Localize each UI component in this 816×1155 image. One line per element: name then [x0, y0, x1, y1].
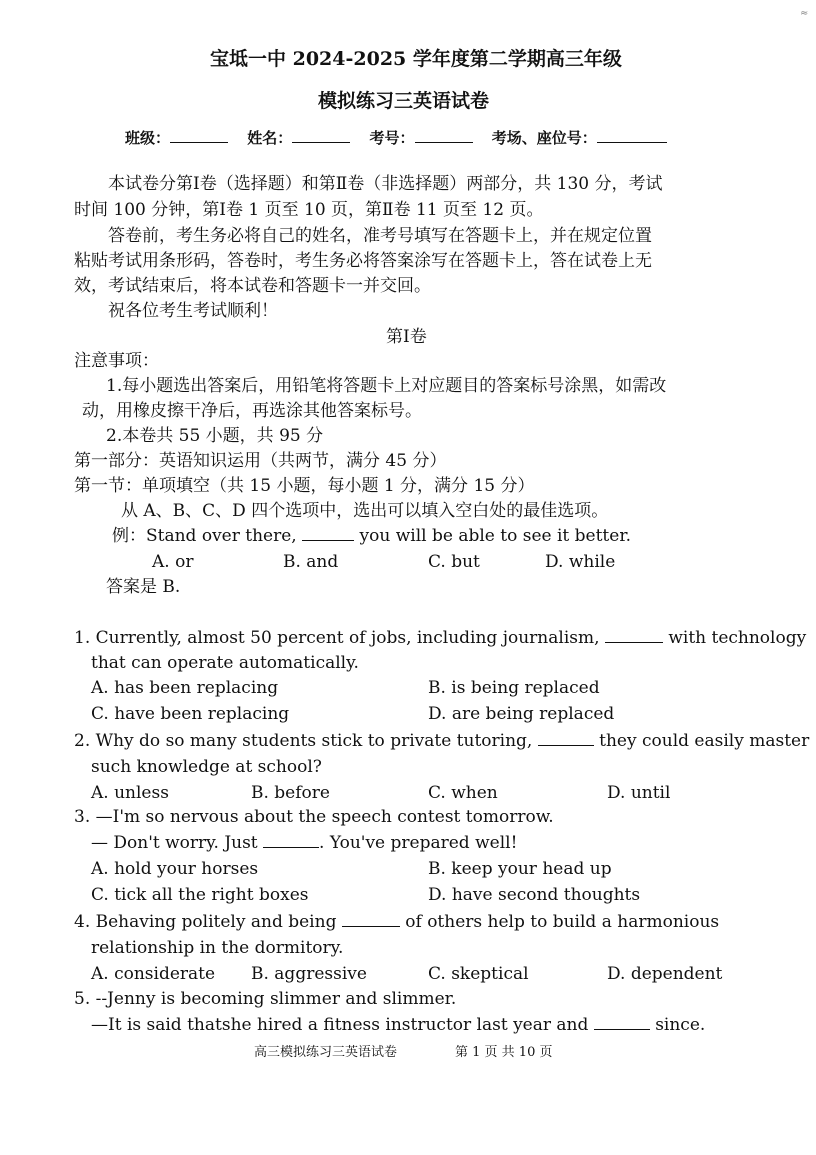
question-4-option-a: A. considerate [91, 964, 216, 984]
question-1-option-c: C. have been replacing [91, 704, 290, 724]
question-3-line2: — Don't worry. Just . You've prepared well! [91, 833, 518, 853]
example-stem: 例：Stand over there, you will be able to see it better. [112, 526, 631, 546]
example-option-b: B. and [283, 552, 339, 572]
intro-p2-line2: 粘贴考试用条形码，答卷时，考生务必将答案涂写在答题卡上，答在试卷上无 [74, 251, 652, 271]
intro-p2-line1: 答卷前，考生务必将自己的姓名，准考号填写在答题卡上，并在规定位置 [108, 226, 652, 246]
seat-field[interactable] [597, 126, 667, 143]
intro-p1-line2: 时间 100 分钟，第Ⅰ卷 1 页至 10 页，第Ⅱ卷 11 页至 12 页。 [74, 200, 544, 220]
note1-line1: 1.每小题选出答案后，用铅笔将答题卡上对应题目的答案标号涂黑，如需改 [106, 376, 667, 396]
exam-subtitle: 模拟练习三英语试卷 [318, 90, 490, 112]
volume-title: 第Ⅰ卷 [386, 327, 427, 347]
question-3-option-a: A. hold your horses [91, 859, 259, 879]
footer-page-number: 第 1 页 共 10 页 [455, 1045, 553, 1060]
class-label: 班级： [125, 129, 171, 147]
question-5-line2: —It is said thatshe hired a fitness instructor last year and since. [91, 1015, 706, 1035]
corner-mark: ≈ [800, 8, 809, 19]
question-2-line1: 2. Why do so many students stick to private tutoring, they could easily master [74, 731, 810, 751]
exam-title: 宝坻一中 2024-2025 学年度第二学期高三年级 [210, 48, 622, 70]
question-4-option-c: C. skeptical [428, 964, 529, 984]
question-3-option-c: C. tick all the right boxes [91, 885, 309, 905]
question-4-line1: 4. Behaving politely and being of others help to build a harmonious [74, 912, 720, 932]
instruction: 从 A、B、C、D 四个选项中，选出可以填入空白处的最佳选项。 [121, 501, 609, 521]
question-4-option-b: B. aggressive [251, 964, 367, 984]
example-option-d: D. while [545, 552, 616, 572]
question-1-option-d: D. are being replaced [428, 704, 615, 724]
question-3-option-b: B. keep your head up [428, 859, 612, 879]
note1-line2: 动，用橡皮擦干净后，再选涂其他答案标号。 [82, 401, 422, 421]
question-2-option-a: A. unless [91, 783, 169, 803]
number-label: 考号： [369, 129, 415, 147]
example-answer: 答案是 B. [106, 577, 181, 597]
class-field[interactable] [170, 126, 228, 143]
number-field[interactable] [415, 126, 473, 143]
question-5-blank [594, 1013, 650, 1030]
question-4-line2: relationship in the dormitory. [91, 938, 344, 958]
seat-label: 考场、座位号： [491, 129, 597, 147]
sec1-heading: 第一节：单项填空（共 15 小题，每小题 1 分，满分 15 分） [74, 476, 535, 496]
notes-title: 注意事项： [74, 351, 159, 371]
question-4-blank [342, 910, 400, 927]
question-1-option-a: A. has been replacing [91, 678, 279, 698]
question-4-option-d: D. dependent [607, 964, 723, 984]
footer-paper-name: 高三模拟练习三英语试卷 [254, 1045, 398, 1060]
example-blank [302, 524, 354, 541]
info-fields-row [125, 126, 667, 150]
question-3-line1: 3. —I'm so nervous about the speech contest tomorrow. [74, 807, 554, 827]
intro-p1-line1: 本试卷分第Ⅰ卷（选择题）和第Ⅱ卷（非选择题）两部分，共 130 分，考试 [108, 174, 663, 194]
intro-p2-line3: 效，考试结束后，将本试卷和答题卡一并交回。 [74, 276, 431, 296]
question-2-line2: such knowledge at school? [91, 757, 322, 777]
question-2-option-d: D. until [607, 783, 671, 803]
example-option-c: C. but [428, 552, 480, 572]
question-1-blank [605, 626, 663, 643]
question-3-blank [263, 831, 319, 848]
question-1-line1: 1. Currently, almost 50 percent of jobs, including journalism, with technology [74, 628, 807, 648]
name-label: 姓名： [247, 129, 293, 147]
question-2-option-c: C. when [428, 783, 498, 803]
name-field[interactable] [292, 126, 350, 143]
question-3-option-d: D. have second thoughts [428, 885, 641, 905]
example-option-a: A. or [152, 552, 194, 572]
question-1-option-b: B. is being replaced [428, 678, 600, 698]
question-5-line1: 5. --Jenny is becoming slimmer and slimmer. [74, 989, 457, 1009]
note2: 2.本卷共 55 小题，共 95 分 [106, 426, 324, 446]
question-2-option-b: B. before [251, 783, 330, 803]
question-2-blank [538, 729, 594, 746]
intro-p3: 祝各位考生考试顺利！ [108, 301, 278, 321]
part1-heading: 第一部分：英语知识运用（共两节，满分 45 分） [74, 451, 447, 471]
question-1-line2: that can operate automatically. [91, 653, 359, 673]
